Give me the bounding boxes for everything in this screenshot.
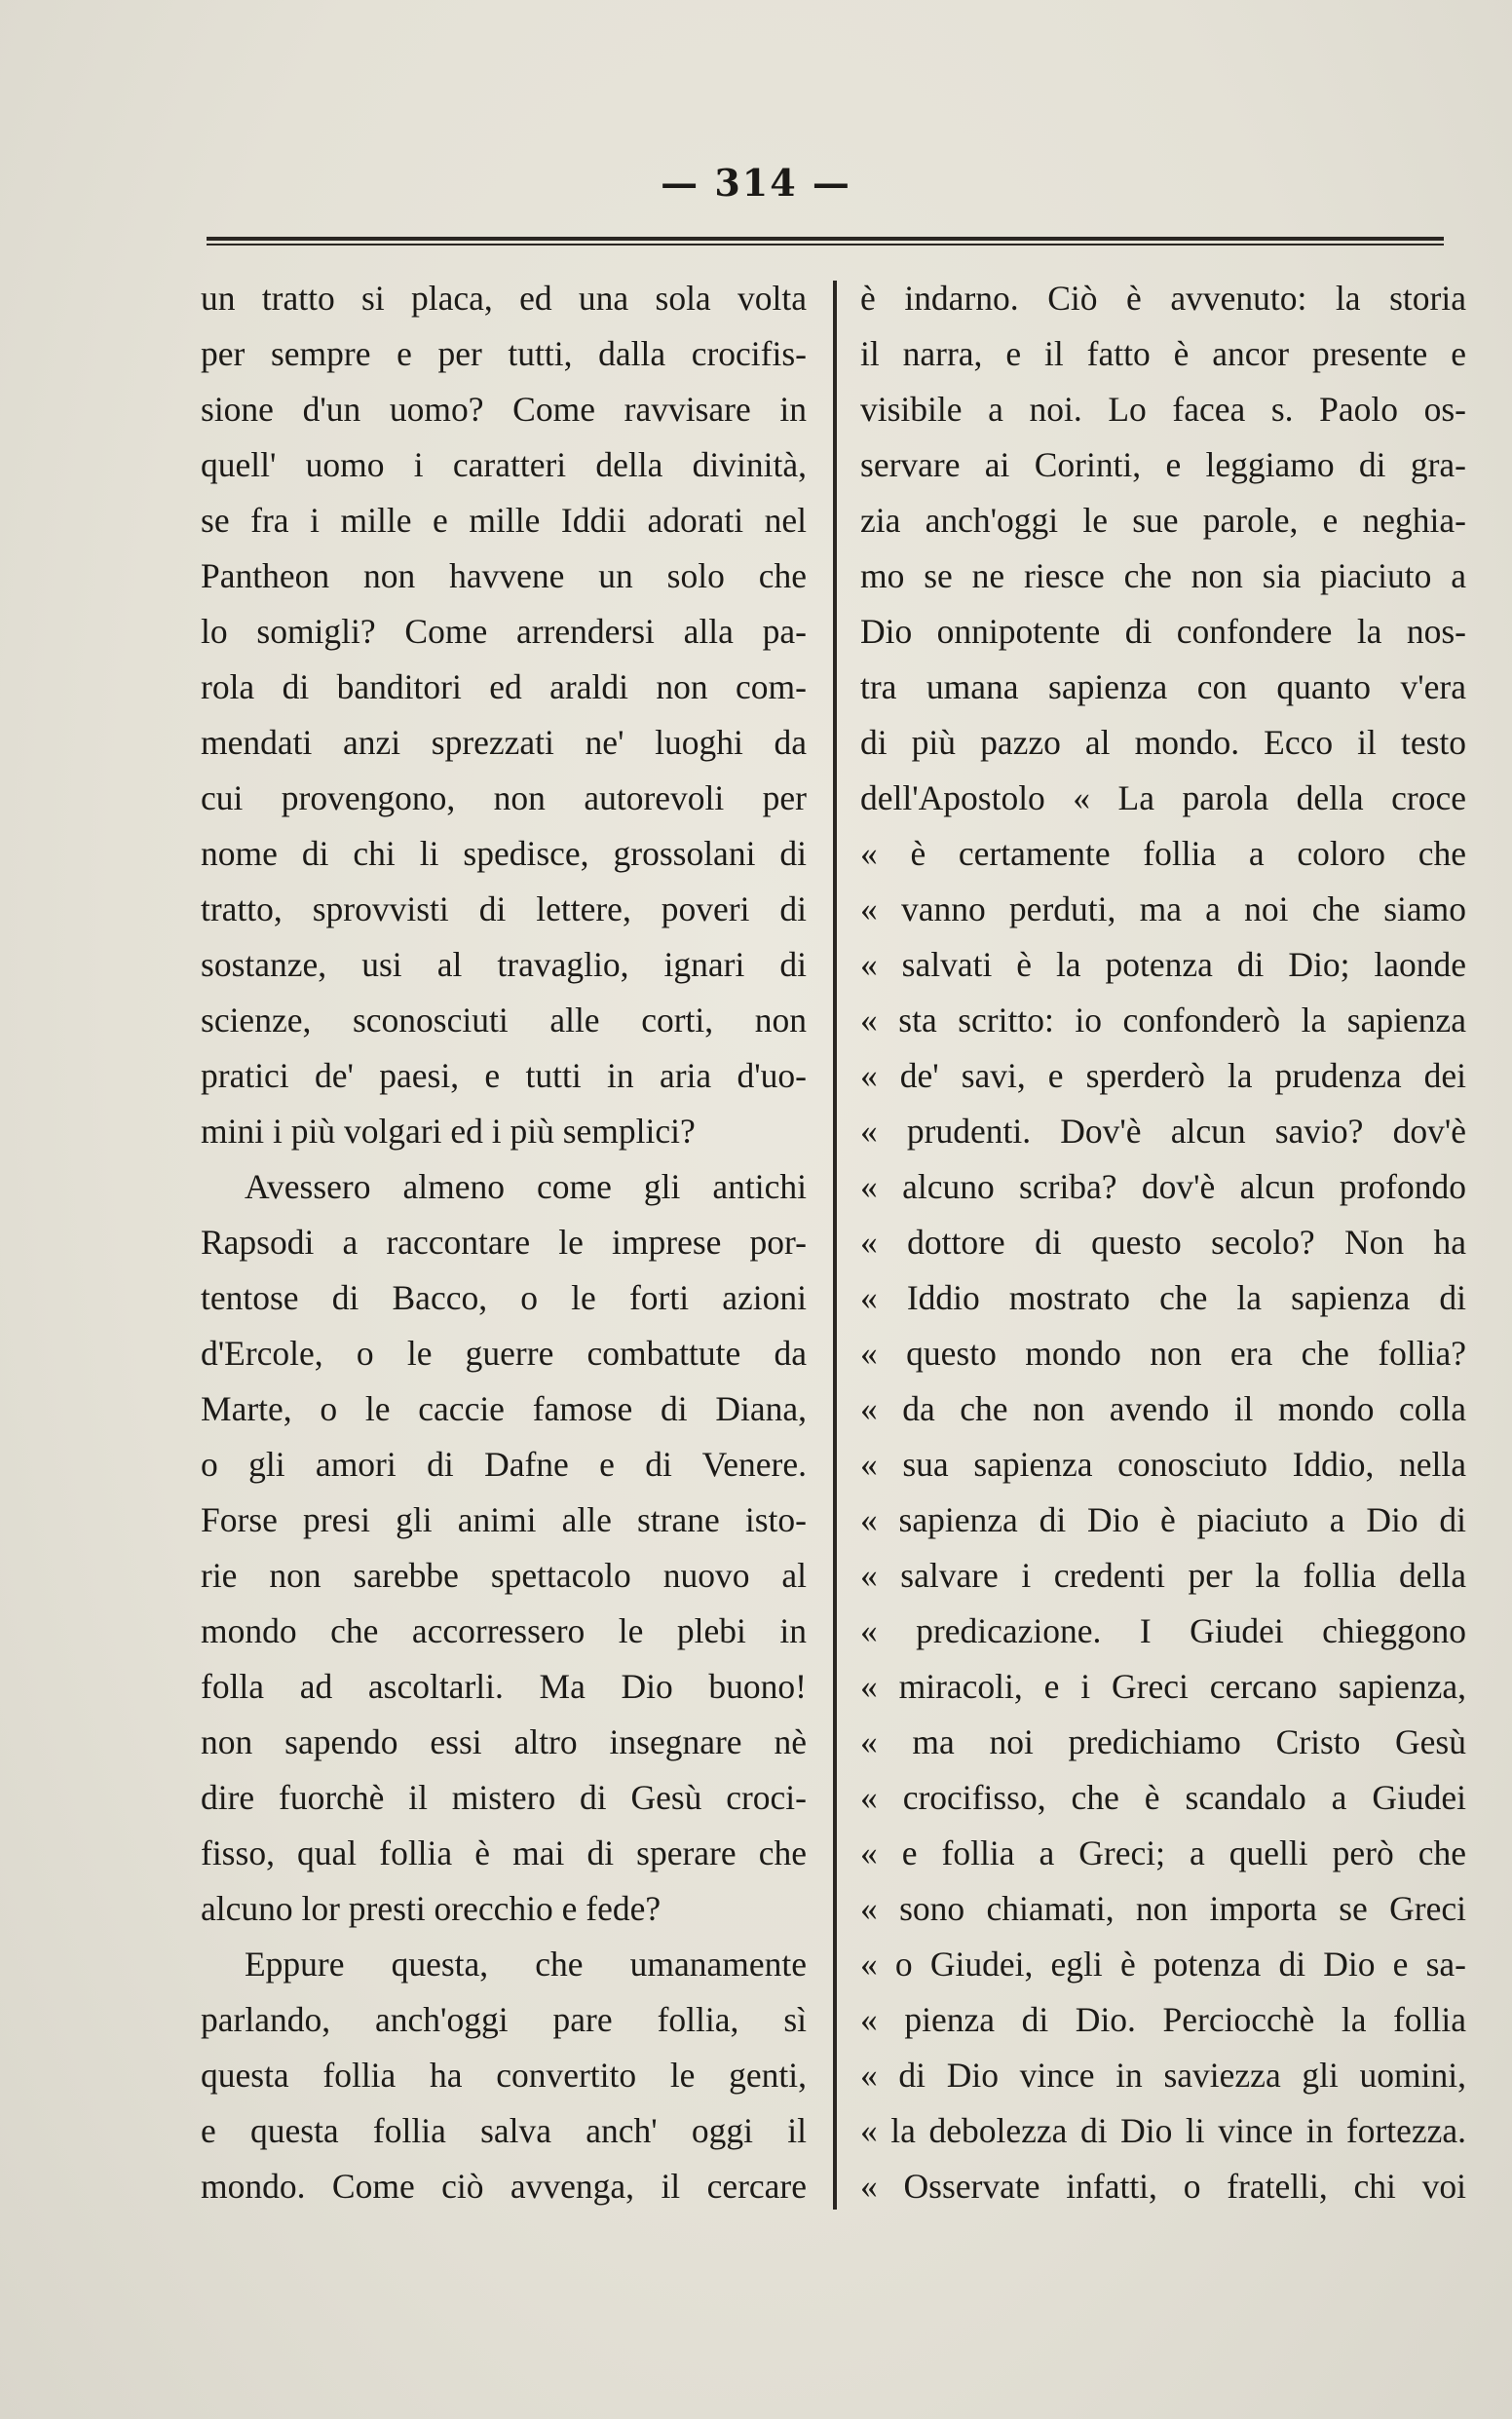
text-line: pratici de' paesi, e tutti in aria d'uo- <box>201 1056 807 1095</box>
text-line: o gli amori di Dafne e di Venere. <box>201 1445 807 1484</box>
text-line: dire fuorchè il mistero di Gesù croci- <box>201 1778 807 1817</box>
text-line: mendati anzi sprezzati ne' luoghi da <box>201 723 807 762</box>
text-line: « sapienza di Dio è piaciuto a Dio di <box>860 1500 1466 1539</box>
page-number: — 314 — <box>661 161 851 205</box>
text-line: Pantheon non havvene un solo che <box>201 556 807 595</box>
text-line: servare ai Corinti, e leggiamo di gra- <box>860 445 1466 484</box>
header-rule-thick <box>207 237 1444 241</box>
text-line: alcuno lor presti orecchio e fede? <box>201 1889 662 1928</box>
text-line: quell' uomo i caratteri della divinità, <box>201 445 807 484</box>
text-line: e questa follia salva anch' oggi il <box>201 2111 807 2150</box>
text-line: « è certamente follia a coloro che <box>860 834 1466 873</box>
text-line: « salvare i credenti per la follia della <box>860 1556 1466 1595</box>
text-line: visibile a noi. Lo facea s. Paolo os- <box>860 390 1466 429</box>
text-line: « prudenti. Dov'è alcun savio? dov'è <box>860 1112 1466 1151</box>
text-line: è indarno. Ciò è avvenuto: la storia <box>860 279 1466 318</box>
text-line: dell'Apostolo « La parola della croce <box>860 778 1466 817</box>
text-line: mondo. Come ciò avvenga, il cercare <box>201 2167 807 2206</box>
text-line: « la debolezza di Dio li vince in fortezza. <box>860 2111 1466 2150</box>
text-line: « di Dio vince in saviezza gli uomini, <box>860 2056 1466 2095</box>
text-line: mo se ne riesce che non sia piaciuto a <box>860 556 1466 595</box>
text-line: il narra, e il fatto è ancor presente e <box>860 334 1466 373</box>
text-line: « questo mondo non era che follia? <box>860 1334 1466 1373</box>
text-line: « sua sapienza conosciuto Iddio, nella <box>860 1445 1466 1484</box>
header-rule-thin <box>207 244 1444 246</box>
text-line: « vanno perduti, ma a noi che siamo <box>860 889 1466 928</box>
text-line: un tratto si placa, ed una sola volta <box>201 279 807 318</box>
text-line: Forse presi gli animi alle strane isto- <box>201 1500 807 1539</box>
text-line: Avessero almeno come gli antichi <box>245 1167 807 1206</box>
text-line: « o Giudei, egli è potenza di Dio e sa- <box>860 1945 1466 1984</box>
text-line: « pienza di Dio. Perciocchè la follia <box>860 2000 1466 2039</box>
text-line: mini i più volgari ed i più semplici? <box>201 1112 696 1151</box>
text-line: « salvati è la potenza di Dio; laonde <box>860 945 1466 984</box>
text-line: Marte, o le caccie famose di Diana, <box>201 1389 807 1428</box>
left-text-column <box>201 271 807 2214</box>
text-line: « Osservate infatti, o fratelli, chi voi <box>860 2167 1466 2206</box>
text-line: lo somigli? Come arrendersi alla pa- <box>201 612 807 651</box>
text-line: questa follia ha convertito le genti, <box>201 2056 807 2095</box>
text-line: se fra i mille e mille Iddii adorati nel <box>201 501 807 540</box>
text-line: folla ad ascoltarli. Ma Dio buono! <box>201 1667 807 1706</box>
text-line: « de' savi, e sperderò la prudenza dei <box>860 1056 1466 1095</box>
text-line: « crocifisso, che è scandalo a Giudei <box>860 1778 1466 1817</box>
text-line: non sapendo essi altro insegnare nè <box>201 1722 807 1761</box>
text-line: Eppure questa, che umanamente <box>245 1945 807 1984</box>
text-line: rie non sarebbe spettacolo nuovo al <box>201 1556 807 1595</box>
text-line: fisso, qual follia è mai di sperare che <box>201 1833 807 1872</box>
text-line: tratto, sprovvisti di lettere, poveri di <box>201 889 807 928</box>
text-line: sostanze, usi al travaglio, ignari di <box>201 945 807 984</box>
text-line: per sempre e per tutti, dalla crocifis- <box>201 334 807 373</box>
text-line: « alcuno scriba? dov'è alcun profondo <box>860 1167 1466 1206</box>
text-line: mondo che accorressero le plebi in <box>201 1611 807 1650</box>
text-line: parlando, anch'oggi pare follia, sì <box>201 2000 807 2039</box>
text-line: « ma noi predichiamo Cristo Gesù <box>860 1722 1466 1761</box>
text-line: rola di banditori ed araldi non com- <box>201 667 807 706</box>
text-line: cui provengono, non autorevoli per <box>201 778 807 817</box>
text-line: tentose di Bacco, o le forti azioni <box>201 1278 807 1317</box>
text-line: zia anch'oggi le sue parole, e neghia- <box>860 501 1466 540</box>
text-line: « predicazione. I Giudei chieggono <box>860 1611 1466 1650</box>
text-line: Dio onnipotente di confondere la nos- <box>860 612 1466 651</box>
text-line: scienze, sconosciuti alle corti, non <box>201 1001 807 1039</box>
right-text-column <box>860 271 1466 2214</box>
column-divider <box>833 281 837 2210</box>
text-line: « dottore di questo secolo? Non ha <box>860 1223 1466 1262</box>
text-line: tra umana sapienza con quanto v'era <box>860 667 1466 706</box>
text-line: « e follia a Greci; a quelli però che <box>860 1833 1466 1872</box>
text-line: « sono chiamati, non importa se Greci <box>860 1889 1466 1928</box>
text-line: nome di chi li spedisce, grossolani di <box>201 834 807 873</box>
text-line: sione d'un uomo? Come ravvisare in <box>201 390 807 429</box>
text-line: « Iddio mostrato che la sapienza di <box>860 1278 1466 1317</box>
text-line: d'Ercole, o le guerre combattute da <box>201 1334 807 1373</box>
text-line: « miracoli, e i Greci cercano sapienza, <box>860 1667 1466 1706</box>
text-line: Rapsodi a raccontare le imprese por- <box>201 1223 807 1262</box>
text-line: di più pazzo al mondo. Ecco il testo <box>860 723 1466 762</box>
text-line: « sta scritto: io confonderò la sapienza <box>860 1001 1466 1039</box>
text-line: « da che non avendo il mondo colla <box>860 1389 1466 1428</box>
